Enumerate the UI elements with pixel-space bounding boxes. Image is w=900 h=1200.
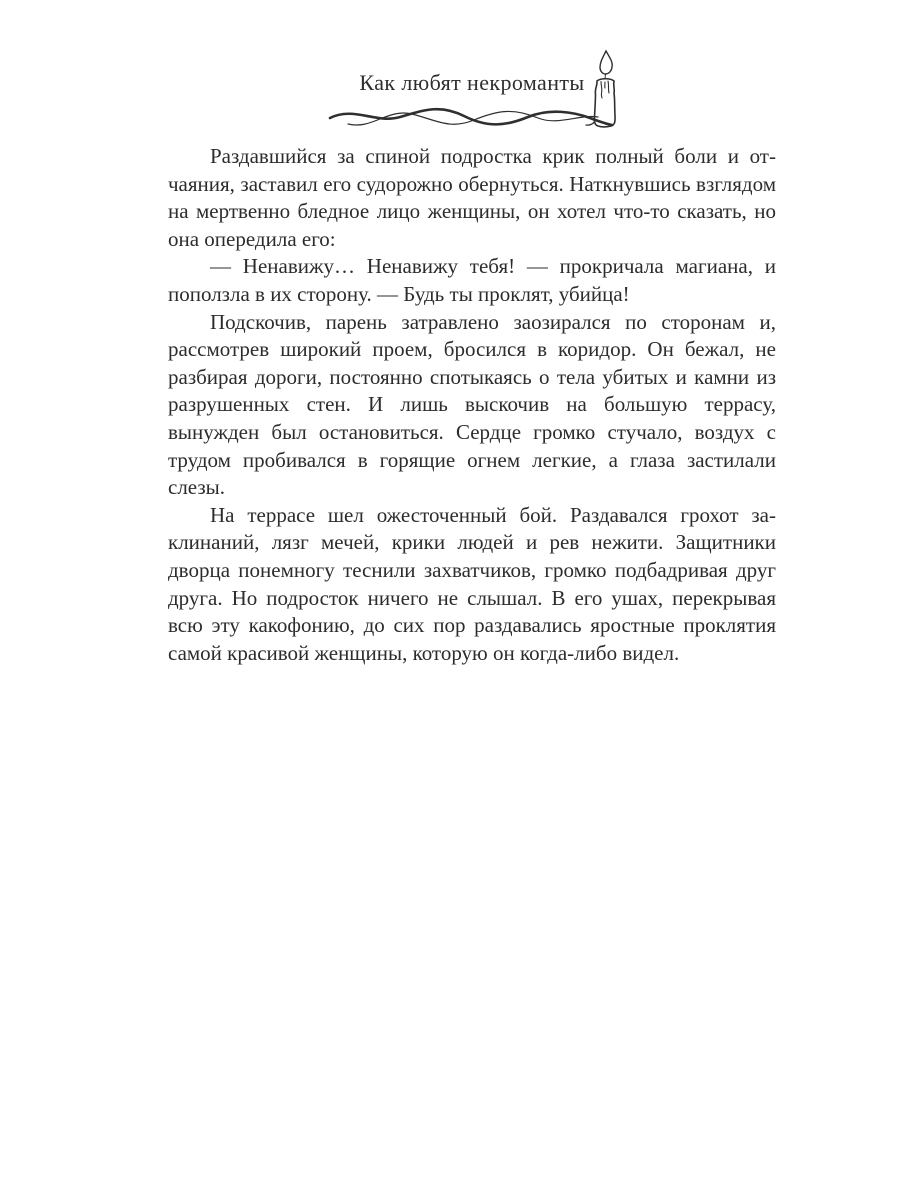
page-text: [168, 143, 776, 667]
chapter-title: Как любят некроманты: [359, 70, 585, 95]
paragraph: На террасе шел ожесточенный бой. Раздавался грохот заклинаний, лязг мечей, крики людей и рев нежити. Защитники дворца понемногу теснили захватчиков, громко подбадривая друг друга. Но подросток ничего не слышал. В его ушах, перекрывая всю эту какофонию, до сих пор раздавались яростные проклятия самой красивой женщины, которую он когда-либо видел.: [168, 502, 776, 665]
paragraph: Раздавшийся за спиной подростка крик полный боли и отчаяния, заставил его судорожно обернуться. Наткнувшись взглядом на мертвенно бледное лицо женщины, он хотел что-то сказать, но она опередила его:: [168, 144, 776, 251]
flourish-divider: [328, 100, 616, 132]
paragraph: Подскочив, парень затравлено заозирался по сторонам и, рассмотрев широкий проем, бросился в коридор. Он бежал, не разбирая дороги, постоянно спотыкаясь о тела убитых и камни из разрушенных стен. И лишь выскочив на большую террасу, вынужден был остановиться. Сердце громко стучало, воздух с трудом пробивался в горящие огнем легкие, а глаза застилали слезы.: [168, 309, 776, 500]
paragraph: — Ненавижу… Ненавижу тебя! — прокричала магиана, и поползла в их сторону. — Будь ты проклят, убийца!: [168, 254, 776, 306]
